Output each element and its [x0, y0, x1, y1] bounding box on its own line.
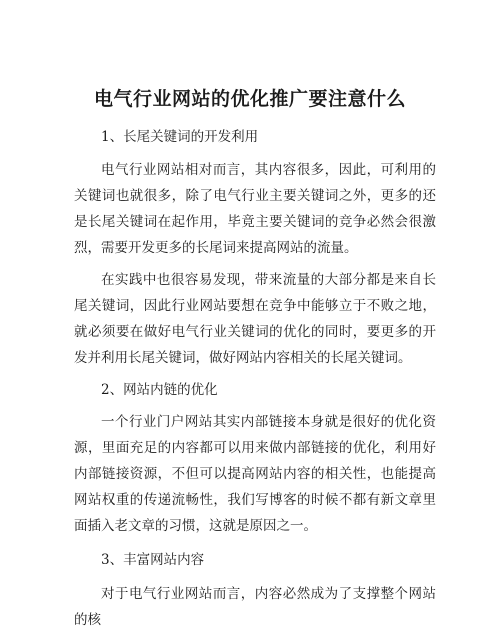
section-heading-3: 3、丰富网站内容 [101, 552, 205, 568]
section-heading-1: 1、长尾关键词的开发利用 [101, 129, 259, 145]
section-3-paragraph-1: 对于电气行业网站而言，内容必然成为了支撑整个网站的核 [74, 586, 436, 628]
document-body [74, 124, 436, 633]
section-1-paragraph-1: 电气行业网站相对而言，其内容很多，因此，可利用的关键词也就很多，除了电气行业主要关键词之外，更多的还是长尾关键词在起作用，毕竟主要关键词的竞争必然会很激烈，需要开发更多的长尾词来提高网站的流量。 [74, 162, 436, 256]
document-title: 电气行业网站的优化推广要注意什么 [93, 88, 406, 110]
section-heading-2: 2、网站内链的优化 [101, 382, 218, 398]
section-1-paragraph-2: 在实践中也很容易发现，带来流量的大部分都是来自长尾关键词，因此行业网站要想在竞争中能够立于不败之地，就必须要在做好电气行业关键词的优化的同时，要更多的开发并利用长尾关键词，做好网站内容相关的长尾关键词。 [74, 272, 436, 366]
section-2-paragraph-1: 一个行业门户网站其实内部链接本身就是很好的优化资源，里面充足的内容都可以用来做内部链接的优化，利用好内部链接资源，不但可以提高网站内容的相关性，也能提高网站权重的传递流畅性，我们写博客的时候不都有新文章里面插入老文章的习惯，这就是原因之一。 [74, 414, 436, 534]
